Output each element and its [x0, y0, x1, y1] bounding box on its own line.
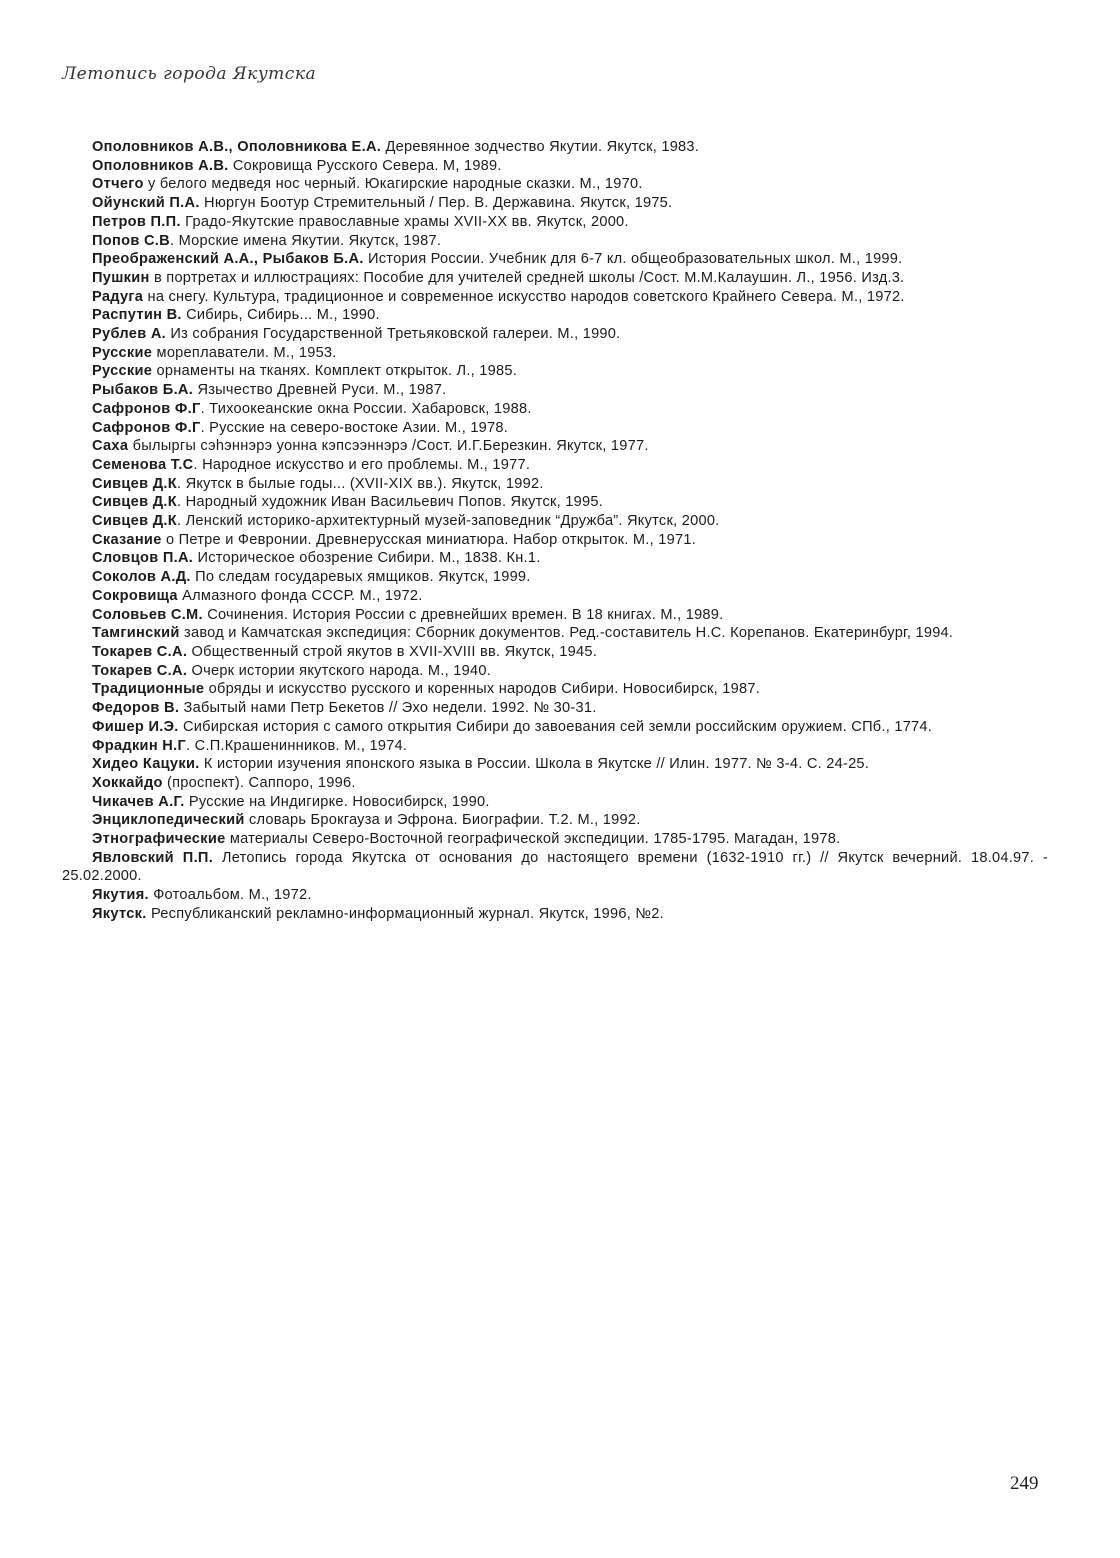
bibliography-entry — [62, 512, 1048, 531]
bibliography-entry — [62, 157, 1048, 176]
entry-text: Сибирская история с самого открытия Сибири до завоевания сей земли российским оружием. СПб., 1774. — [182, 718, 933, 735]
entry-author: Преображенский А.А., Рыбаков Б.А. — [92, 251, 364, 268]
entry-text: орнаменты на тканях. Комплект открыток. Л., 1985. — [156, 363, 518, 380]
page-number: 249 — [1010, 1473, 1039, 1494]
entry-text: . Тихоокеанские окна России. Хабаровск, 1988. — [200, 400, 532, 417]
entry-author: Якутия. — [92, 887, 149, 904]
entry-text: Забытый нами Петр Бекетов // Эхо недели. 1992. № 30-31. — [183, 700, 597, 717]
bibliography-entry — [62, 737, 1048, 756]
bibliography-list — [62, 138, 1048, 924]
entry-author: Токарев С.А. — [92, 643, 188, 660]
bibliography-entry — [62, 905, 1048, 924]
entry-text: Сибирь, Сибирь... М., 1990. — [186, 307, 380, 324]
bibliography-entry — [62, 456, 1048, 475]
entry-text: Из собрания Государственной Третьяковской галереи. М., 1990. — [170, 326, 621, 343]
entry-author: Хидео Кацуки. — [92, 756, 200, 773]
entry-text: Общественный строй якутов в XVII-XVIII вв. Якутск, 1945. — [191, 643, 598, 660]
entry-author: Ополовников А.В. — [92, 157, 229, 174]
entry-text: История России. Учебник для 6-7 кл. общеобразовательных школ. М., 1999. — [368, 251, 903, 268]
entry-author: Радуга — [92, 288, 144, 305]
entry-author: Сказание — [92, 531, 162, 548]
bibliography-entry — [62, 419, 1048, 438]
entry-author: Сафронов Ф.Г — [92, 400, 201, 417]
entry-author: Русские — [92, 363, 153, 380]
bibliography-entry — [62, 568, 1048, 587]
entry-text: Русские на Индигирке. Новосибирск, 1990. — [188, 793, 490, 810]
entry-author: Федоров В. — [92, 700, 180, 717]
entry-author: Традиционные — [92, 681, 205, 698]
entry-text: материалы Северо-Восточной географической экспедиции. 1785-1795. Магадан, 1978. — [229, 831, 841, 848]
bibliography-entry — [62, 886, 1048, 905]
entry-text: К истории изучения японского языка в России. Школа в Якутске // Илин. 1977. № 3-4. С. 24-25. — [203, 756, 870, 773]
entry-text: Республиканский рекламно-информационный журнал. Якутск, 1996, №2. — [150, 905, 664, 922]
entry-text: завод и Камчатская экспедиция: Сборник документов. Ред.-составитель Н.С. Корепанов. Екатеринбург, 1994. — [184, 625, 954, 642]
entry-author: Рублев А. — [92, 326, 167, 343]
entry-author: Явловский П.П. — [92, 849, 214, 866]
bibliography-entry — [62, 381, 1048, 400]
entry-text: Очерк истории якутского народа. М., 1940. — [191, 662, 492, 679]
entry-author: Распутин В. — [92, 307, 182, 324]
bibliography-entry — [62, 811, 1048, 830]
bibliography-entry — [62, 493, 1048, 512]
bibliography-entry — [62, 269, 1048, 288]
entry-text: Градо-Якутские православные храмы XVII-XX вв. Якутск, 2000. — [185, 213, 629, 230]
entry-author: Попов С.В — [92, 232, 170, 249]
bibliography-entry — [62, 344, 1048, 363]
bibliography-entry — [62, 288, 1048, 307]
entry-author: Сокровища — [92, 587, 178, 604]
entry-author: Соловьев С.М. — [92, 606, 203, 623]
entry-author: Словцов П.А. — [92, 550, 194, 567]
entry-author: Хоккайдо — [92, 774, 163, 791]
bibliography-entry — [62, 138, 1048, 157]
entry-text: . С.П.Крашенинников. М., 1974. — [186, 737, 408, 754]
entry-text: Сочинения. История России с древнейших времен. В 18 книгах. М., 1989. — [207, 606, 724, 623]
entry-author: Семенова Т.С — [92, 456, 194, 473]
entry-author: Фрадкин Н.Г — [92, 737, 187, 754]
bibliography-entry — [62, 849, 1048, 886]
entry-text: словарь Брокгауза и Эфрона. Биографии. Т.2. М., 1992. — [248, 812, 641, 829]
bibliography-entry — [62, 362, 1048, 381]
bibliography-entry — [62, 325, 1048, 344]
entry-author: Чикачев А.Г. — [92, 793, 185, 810]
entry-author: Сивцев Д.К — [92, 475, 177, 492]
entry-author: Сафронов Ф.Г — [92, 419, 201, 436]
entry-text: . Русские на северо-востоке Азии. М., 1978. — [200, 419, 509, 436]
bibliography-entry — [62, 475, 1048, 494]
bibliography-entry — [62, 718, 1048, 737]
entry-author: Этнографические — [92, 831, 226, 848]
bibliography-entry — [62, 437, 1048, 456]
entry-text: . Якутск в былые годы... (XVII-XIX вв.). Якутск, 1992. — [176, 475, 544, 492]
entry-text: . Народный художник Иван Васильевич Попов. Якутск, 1995. — [176, 494, 604, 511]
bibliography-entry — [62, 606, 1048, 625]
running-header: Летопись города Якутска — [62, 64, 317, 84]
entry-text: Нюргун Боотур Стремительный / Пер. В. Державина. Якутск, 1975. — [204, 195, 673, 212]
bibliography-entry — [62, 624, 1048, 643]
entry-text: о Петре и Февронии. Древнерусская миниатюра. Набор открыток. М., 1971. — [165, 531, 696, 548]
entry-author: Саха — [92, 438, 129, 455]
entry-author: Отчего — [92, 176, 144, 193]
bibliography-entry — [62, 306, 1048, 325]
entry-text: . Морские имена Якутии. Якутск, 1987. — [170, 232, 442, 249]
entry-text: былыргы сэhэннэрэ уонна кэпсээннэрэ /Сост. И.Г.Березкин. Якутск, 1977. — [132, 438, 649, 455]
entry-text: Фотоальбом. М., 1972. — [153, 887, 312, 904]
entry-text: . Ленский историко-архитектурный музей-заповедник “Дружба”. Якутск, 2000. — [176, 513, 720, 530]
bibliography-entry — [62, 680, 1048, 699]
entry-text: мореплаватели. М., 1953. — [156, 344, 337, 361]
entry-text: . Народное искусство и его проблемы. М., 1977. — [193, 456, 531, 473]
entry-text: Историческое обозрение Сибири. М., 1838. Кн.1. — [197, 550, 541, 567]
bibliography-entry — [62, 662, 1048, 681]
bibliography-entry — [62, 213, 1048, 232]
entry-text: обряды и искусство русского и коренных народов Сибири. Новосибирск, 1987. — [208, 681, 761, 698]
entry-author: Тамгинский — [92, 625, 180, 642]
entry-text: Язычество Древней Руси. М., 1987. — [197, 382, 447, 399]
entry-text: Деревянное зодчество Якутии. Якутск, 1983. — [385, 139, 700, 155]
bibliography-entry — [62, 232, 1048, 251]
entry-text: у белого медведя нос черный. Юкагирские народные сказки. М., 1970. — [148, 176, 643, 193]
entry-author: Якутск. — [92, 905, 147, 922]
bibliography-entry — [62, 194, 1048, 213]
bibliography-entry — [62, 400, 1048, 419]
entry-author: Соколов А.Д. — [92, 569, 191, 586]
entry-author: Петров П.П. — [92, 213, 181, 230]
entry-author: Энциклопедический — [92, 812, 245, 829]
entry-text: (проспект). Саппоро, 1996. — [167, 774, 356, 791]
bibliography-entry — [62, 175, 1048, 194]
entry-text: в портретах и иллюстрациях: Пособие для учителей средней школы /Сост. М.М.Калаушин. Л., 1956. Изд.3. — [153, 269, 905, 286]
bibliography-entry — [62, 755, 1048, 774]
entry-text: Алмазного фонда СССР. М., 1972. — [182, 587, 423, 604]
bibliography-entry — [62, 250, 1048, 269]
bibliography-entry — [62, 699, 1048, 718]
entry-author: Фишер И.Э. — [92, 718, 179, 735]
bibliography-entry — [62, 643, 1048, 662]
entry-author: Ополовников А.В., Ополовникова Е.А. — [92, 139, 382, 155]
entry-author: Ойунский П.А. — [92, 195, 200, 212]
entry-author: Русские — [92, 344, 153, 361]
entry-author: Сивцев Д.К — [92, 513, 177, 530]
entry-text: на снегу. Культура, традиционное и современное искусство народов советского Крайнего Севера. М., 1972. — [147, 288, 905, 305]
entry-author: Рыбаков Б.А. — [92, 382, 194, 399]
entry-text: Летопись города Якутска от основания до настоящего времени (1632-1910 гг.) // Якутск вечерний. 18.04.97. - 25.02.2000. — [62, 849, 1049, 885]
bibliography-entry — [62, 830, 1048, 849]
bibliography-entry — [62, 793, 1048, 812]
entry-author: Пушкин — [92, 269, 150, 286]
bibliography-entry — [62, 549, 1048, 568]
bibliography-entry — [62, 774, 1048, 793]
entry-text: По следам государевых ямщиков. Якутск, 1999. — [195, 569, 531, 586]
bibliography-entry — [62, 531, 1048, 550]
entry-author: Сивцев Д.К — [92, 494, 177, 511]
bibliography-entry — [62, 587, 1048, 606]
entry-author: Токарев С.А. — [92, 662, 188, 679]
entry-text: Сокровища Русского Севера. М, 1989. — [232, 157, 502, 174]
